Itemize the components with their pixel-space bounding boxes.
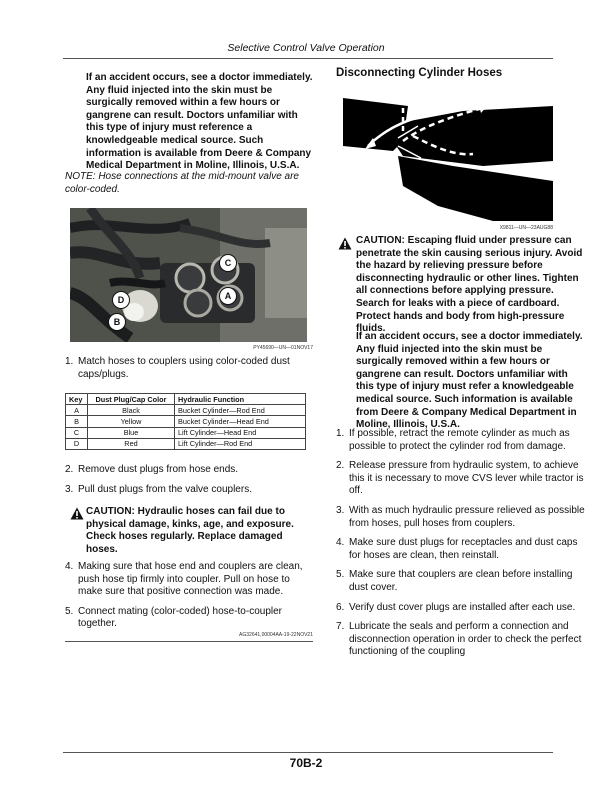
section-rule [65, 641, 313, 642]
table-header-row [66, 394, 306, 405]
accident-warning-text: If an accident occurs, see a doctor immediately. Any fluid injected into the skin must be surgically removed within a few hours or gangrene can result. Doctors unfamiliar with this type of injury must reference a knowledgeable medical source. Such information is available from Deere & Company Medical Department in Moline, Illinois, U.S.A. [86, 72, 313, 172]
warning-triangle-icon [70, 507, 84, 520]
hose-color-table [65, 393, 306, 450]
caution-pressure-text: CAUTION: Escaping fluid under pressure can penetrate the skin causing serious injury. Avoid the hazard by relieving pressure before disconnecting hydraulic or other lines. Tighten all connections before applying pressure. Search for leaks with a piece of cardboard. Protect hands and body from high-pressure fluids. [356, 235, 583, 335]
steps-list-a [65, 356, 310, 388]
pressure-fluid-illustration [343, 86, 553, 221]
table-row: B Yellow Bucket Cylinder—Head End [66, 416, 306, 427]
table-row: D Red Lift Cylinder—Rod End [66, 438, 306, 449]
list-item: 4. Make sure dust plugs for receptacles and dust caps for hoses are clean, then reinstall. [336, 537, 578, 561]
coupler-photo [70, 208, 307, 342]
list-item: 3. With as much hydraulic pressure relieved as possible from hoses, pull hoses from couplers. [336, 504, 585, 529]
warning-triangle-icon [338, 237, 352, 250]
steps-list-b [65, 464, 310, 503]
list-item: 5. Connect mating (color-coded) hose-to-coupler together. [65, 605, 282, 630]
photo-caption: PY45690—UN—01NOV17 [253, 345, 313, 351]
footer-rule [63, 752, 553, 753]
list-item: 3. Pull dust plugs from the valve couplers. [65, 483, 252, 495]
table-header: Key [66, 394, 88, 405]
list-item: 1. If possible, retract the remote cylinder as much as possible to protect the cylinder rod from damage. [336, 428, 570, 452]
callout-b: B [108, 313, 126, 331]
page-number: 70B-2 [289, 756, 323, 770]
section-heading: Disconnecting Cylinder Hoses [336, 67, 503, 79]
note-text: NOTE: Hose connections at the mid-mount valve are color-coded. [65, 171, 299, 195]
section-code: AG32641,00004AA-19-22NOV21 [239, 632, 313, 638]
steps-list-right [336, 428, 586, 666]
table-header: Dust Plug/Cap Color [88, 394, 175, 405]
table-row: C Blue Lift Cylinder—Head End [66, 427, 306, 438]
header-rule [63, 58, 553, 59]
list-item: 4. Making sure that hose end and couplers are clean, push hose tip firmly into coupler. Pull on hose to make sure that positive connection was made. [65, 561, 303, 598]
callout-a: A [219, 287, 237, 305]
steps-list-c [65, 561, 312, 638]
table-row: A Black Bucket Cylinder—Rod End [66, 405, 306, 416]
list-item: 6. Verify dust cover plugs are installed after each use. [336, 601, 576, 613]
list-item: 2. Remove dust plugs from hose ends. [65, 464, 239, 475]
table-header: Hydraulic Function [175, 394, 306, 405]
callout-d: D [112, 291, 130, 309]
accident-warning-text-right: If an accident occurs, see a doctor immediately. Any fluid injected into the skin must be surgically removed within a few hours or gangrene can result. Doctors unfamiliar with this type of injury must refer a knowledgeable medical source. Such information is available from Deere & Company Medical Department in Moline, Illinois, U.S.A. [356, 331, 583, 431]
list-item: 5. Make sure that couplers are clean before installing dust cover. [336, 569, 573, 593]
list-item: 7. Lubricate the seals and perform a connection and disconnection operation in order to check the perfect functioning of the coupling [336, 621, 582, 658]
callout-c: C [219, 254, 237, 272]
page-header-title: Selective Control Valve Operation [227, 42, 385, 54]
caution-hose-text: CAUTION: Hydraulic hoses can fail due to physical damage, kinks, age, and exposure. Check hoses regularly. Replace damaged hoses. [86, 506, 294, 555]
image-caption: X9811—UN—23AUG88 [499, 225, 553, 231]
list-item: 2. Release pressure from hydraulic system, to achieve this it is necessary to move CVS lever while tractor is off. [336, 460, 584, 497]
list-item: 1. Match hoses to couplers using color-coded dust caps/plugs. [65, 356, 290, 380]
